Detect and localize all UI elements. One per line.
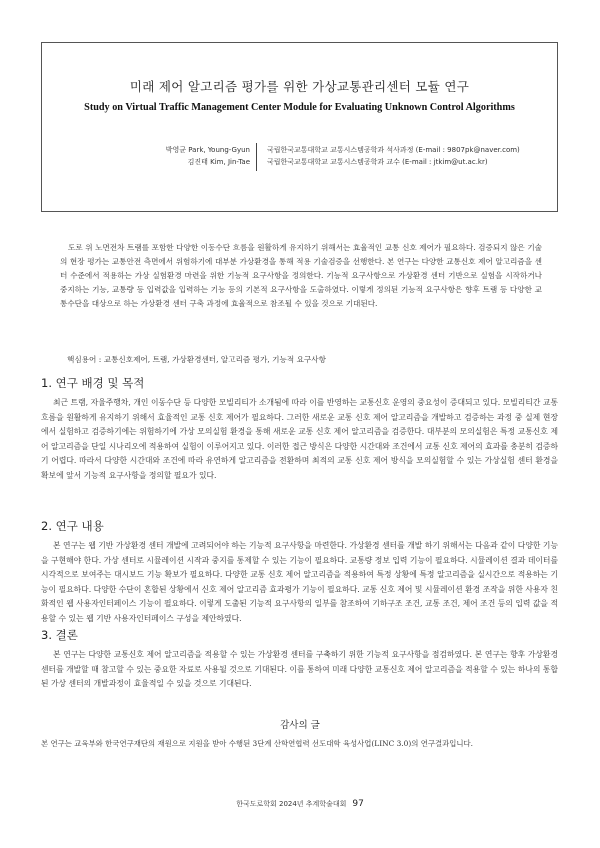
author-name: 김진태 Kim, Jin-Tae bbox=[187, 158, 250, 166]
section-body: 최근 트램, 자율주행차, 개인 이동수단 등 다양한 모빌리티가 소개됨에 따라 이를 반영하는 교통신호 운영의 중요성이 증대되고 있다. 모빌리티간 교통흐름을 원활하게 유지하기 위해서 효율적인 교통 신호 제어가 필요하다. 그러한 새로운 교통 신호 제어 알고리즘을 개발하고 검증하는 과정 중 실제 현장에서 실험하고 검증하기에는 위험하기에 가상 모의실험 환경을 통해 새로운 교통 신호 제어 알고리즘을 검증한다. 대부분의 모의실험은 특정 교통신호 제어 알고리즘을 단일 시나리오에 적용하여 실험이 이루어지고 있다. 이러한 접근 방식은 다양한 시간대와 조건에서 교통 신호 제어의 효과를 충분히 검증하기 어렵다. 따라서 다양한 시간대와 조건에 따라 유연하게 알고리즘을 전환하며 최적의 교통 신호 제어 방식을 모의실험할 수 있는 가상실험 센터 환경을 확보에 앞서 기능적 요구사항을 정의할 필요가 있다. bbox=[41, 398, 558, 480]
section-body: 본 연구는 다양한 교통신호 제어 알고리즘을 적용할 수 있는 가상환경 센터를 구축하기 위한 기능적 요구사항을 점검하였다. 본 연구는 향후 가상환경 센터를 개발할 때 참고할 수 있는 중요한 자료로 사용될 것으로 기대된다. 이를 통하여 미래 다양한 교통신호 제어 알고리즘을 적용할 수 있는 하나의 통합된 가상 센터의 개발과정이 효율적일 수 있을 것으로 기대된다. bbox=[41, 650, 558, 689]
footer-conference: 한국도로학회 2024년 추계학술대회 bbox=[236, 800, 347, 808]
page-footer bbox=[0, 799, 600, 809]
author-affiliations bbox=[267, 144, 520, 168]
section-heading: 1. 연구 배경 및 목적 bbox=[41, 376, 145, 390]
author-affiliation: 국립한국교통대학교 교통시스템공학과 석사과정 (E-mail : 9807pk@naver.com) bbox=[267, 146, 520, 154]
page-number: 97 bbox=[352, 799, 364, 809]
keywords: 핵심용어 : 교통신호제어, 트램, 가상환경센터, 알고리즘 평가, 기능적 요구사항 bbox=[67, 355, 326, 364]
section-heading: 3. 결론 bbox=[41, 628, 78, 642]
abstract: 도로 위 노면전차 트램를 포함한 다양한 이동수단 흐름을 원활하게 유지하기 위해서는 효율적인 교통 신호 제어가 필요하다. 검증되지 않은 기술의 현장 평가는 교통안전 측면에서 위험하기에 대부분 가상환경을 통해 적용 기술검증을 선행한다. 본 연구는 다양한 교통신호 제어 알고리즘을 센터 수준에서 적용하는 가상 실험환경 마련을 위한 기능적 요구사항을 정의한다. 기능적 요구사항으로 가상환경 센터 기반으로 실험을 시작하거나 중지하는 기능, 교통량 등 입력값을 입력하는 기능 등의 기본적 요구사항을 도출하였다. 이렇게 정의된 기능적 요구사항은 향후 트램 등 다양한 교통수단을 대상으로 하는 가상환경 센터 구축 과정에 효율적으로 참조될 수 있을 것으로 기대된다. bbox=[60, 243, 542, 309]
acknowledgement-heading: 감사의 글 bbox=[280, 720, 320, 731]
acknowledgement-body: 본 연구는 교육부와 한국연구재단의 재원으로 지원을 받아 수행된 3단계 산학연협력 선도대학 육성사업(LINC 3.0)의 연구결과입니다. bbox=[41, 739, 474, 748]
paper-header-box bbox=[41, 42, 558, 212]
author-names bbox=[112, 144, 250, 168]
section-heading: 2. 연구 내용 bbox=[41, 519, 104, 533]
author-divider bbox=[256, 143, 257, 171]
author-name: 박영균 Park, Young-Gyun bbox=[165, 146, 250, 154]
paper-title-english: Study on Virtual Traffic Management Center Module for Evaluating Unknown Control Algorithms bbox=[84, 102, 515, 113]
section-body: 본 연구는 웹 기반 가상환경 센터 개발에 고려되어야 하는 기능적 요구사항을 마련한다. 가상환경 센터를 개발 하기 위해서는 다음과 같이 다양한 기능을 구현해야 한다. 가상 센터로 시뮬레이션 시작과 중지를 통제할 수 있는 기능이 필요하다. 교통량 정보 입력 기능이 필요하다. 시뮬레이션 결과 데이터를 시각적으로 보여주는 대시보드 기능 확보가 필요하다. 다양한 교통 신호 제어 알고리즘을 적용하여 특정 상황에 특정 알고리즘을 실시간으로 적용하는 기능이 필요하다. 다양한 수단이 혼합된 상황에서 신호 제어 알고리즘 효과평가 기능이 필요하다. 교통 신호 제어 및 시뮬레이션 환경 조작을 위한 사용자 친화적인 웹 사용자인터페이스 기능이 필요하다. 이렇게 도출된 기능적 요구사항의 일부를 참조하여 기하구조 조건, 교통 조건, 제어 조건 등의 입력 값을 적용할 수 있는 웹 기반 사용자인터페이스 구성을 제안하였다. bbox=[41, 541, 558, 623]
author-affiliation: 국립한국교통대학교 교통시스템공학과 교수 (E-mail : jtkim@ut.ac.kr) bbox=[267, 158, 488, 166]
paper-title-korean: 미래 제어 알고리즘 평가를 위한 가상교통관리센터 모듈 연구 bbox=[129, 79, 470, 94]
